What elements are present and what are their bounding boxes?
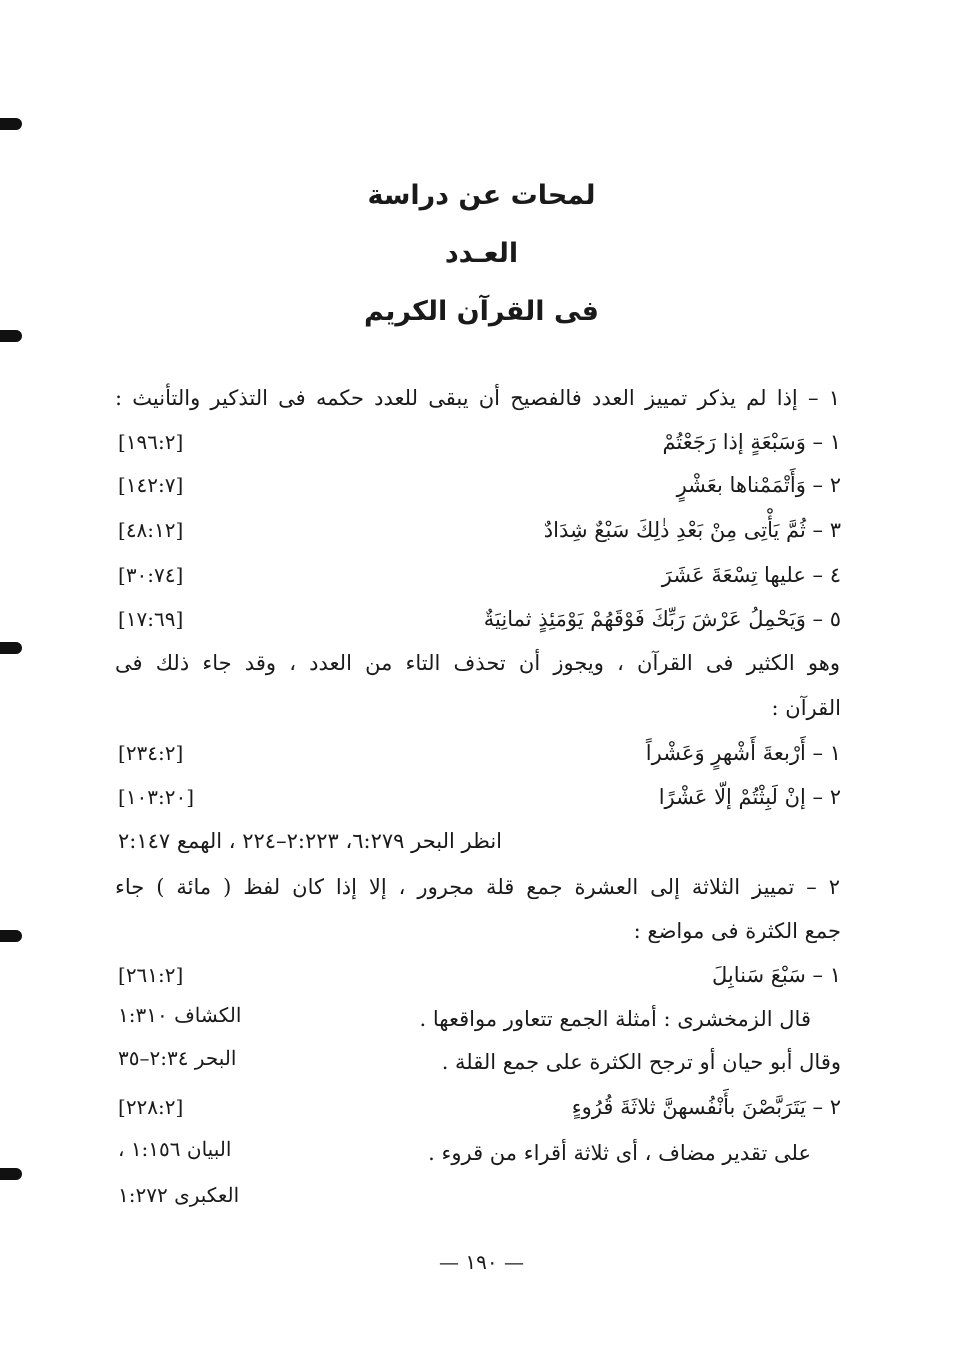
verse-line: ٢ – يَتَرَبَّصْنَ بأَنْفُسهنَّ ثلاثَةَ قُرُوءٍ xyxy=(571,1095,841,1119)
verse-reference: [٢٣٤:٢] xyxy=(118,741,184,765)
verse-reference: [٤٨:١٢] xyxy=(118,518,184,542)
page-number: — ١٩٠ — xyxy=(439,1250,524,1274)
see-also-reference: انظر البحر ٦:٢٧٩، ٢:٢٢٣–٢٢٤ ، الهمع ٢:١٤٧ xyxy=(118,829,503,853)
verse-line: ١ – سَبْعَ سَنابِلَ xyxy=(712,963,841,987)
scan-edge-mark xyxy=(0,930,22,942)
verse-line: ٢ – وَأَتْمَمْناها بعَشْرٍ xyxy=(676,473,841,497)
source-reference: الكشاف ١:٣١٠ xyxy=(118,1003,242,1027)
verse-reference: [١٤٢:٧] xyxy=(118,473,184,497)
page-title-line3: فى القرآن الكريم xyxy=(364,296,599,327)
verse-line: ١ – أَرْبعةَ أَشْهرٍ وَعَشْراً xyxy=(645,741,841,765)
verse-line: ٣ – ثُمَّ يَأْتِى مِنْ بَعْدِ ذٰلِكَ سَبْعٌ شِدَادٌ xyxy=(543,518,841,542)
scan-edge-mark xyxy=(0,642,22,654)
body-paragraph: القرآن : xyxy=(771,696,841,720)
body-paragraph: وهو الكثير فى القرآن ، ويجوز أن تحذف التاء من العدد ، وقد جاء ذلك فى xyxy=(115,651,840,675)
source-reference: البيان ١:١٥٦ ، xyxy=(118,1137,232,1161)
verse-line: ٥ – وَيَحْمِلُ عَرْشَ رَبِّكَ فَوْقَهُمْ يَوْمَئِذٍ ثمانِيَةٌ xyxy=(483,607,841,631)
verse-reference: [٢٦١:٢] xyxy=(118,963,184,987)
commentary-line: على تقدير مضاف ، أى ثلاثة أقراء من قروء . xyxy=(428,1141,811,1165)
scan-edge-mark xyxy=(0,330,22,342)
verse-line: ٢ – إنْ لَبِثْتُمْ إلّا عَشْرًا xyxy=(658,785,841,809)
page-title-line2: العـدد xyxy=(444,238,519,269)
commentary-line: قال الزمخشرى : أمثلة الجمع تتعاور مواقعها . xyxy=(419,1007,811,1031)
verse-reference: [١٩٦:٢] xyxy=(118,430,184,454)
source-reference: البحر ٢:٣٤–٣٥ xyxy=(118,1046,237,1070)
verse-reference: [٣٠:٧٤] xyxy=(118,563,184,587)
commentary-line: وقال أبو حيان أو ترجح الكثرة على جمع القلة . xyxy=(441,1050,841,1074)
verse-reference: [١٧:٦٩] xyxy=(118,607,184,631)
section2-heading-cont: جمع الكثرة فى مواضع : xyxy=(633,919,841,943)
source-reference: العكبرى ١:٢٧٢ xyxy=(118,1183,240,1207)
scan-edge-mark xyxy=(0,118,22,130)
verse-line: ٤ – عليها تِسْعَةَ عَشَرَ xyxy=(661,563,841,587)
section1-heading: ١ – إذا لم يذكر تمييز العدد فالفصيح أن يبقى للعدد حكمه فى التذكير والتأنيث : xyxy=(115,386,840,410)
section2-heading: ٢ – تمييز الثلاثة إلى العشرة جمع قلة مجرور ، إلا إذا كان لفظ ( مائة ) جاء xyxy=(115,875,840,899)
page-title-line1: لمحات عن دراسة xyxy=(367,180,596,211)
verse-reference: [١٠٣:٢٠] xyxy=(118,785,195,809)
verse-reference: [٢٢٨:٢] xyxy=(118,1095,184,1119)
scan-edge-mark xyxy=(0,1168,22,1180)
verse-line: ١ – وَسَبْعَةٍ إذا رَجَعْتُمْ xyxy=(662,430,841,454)
